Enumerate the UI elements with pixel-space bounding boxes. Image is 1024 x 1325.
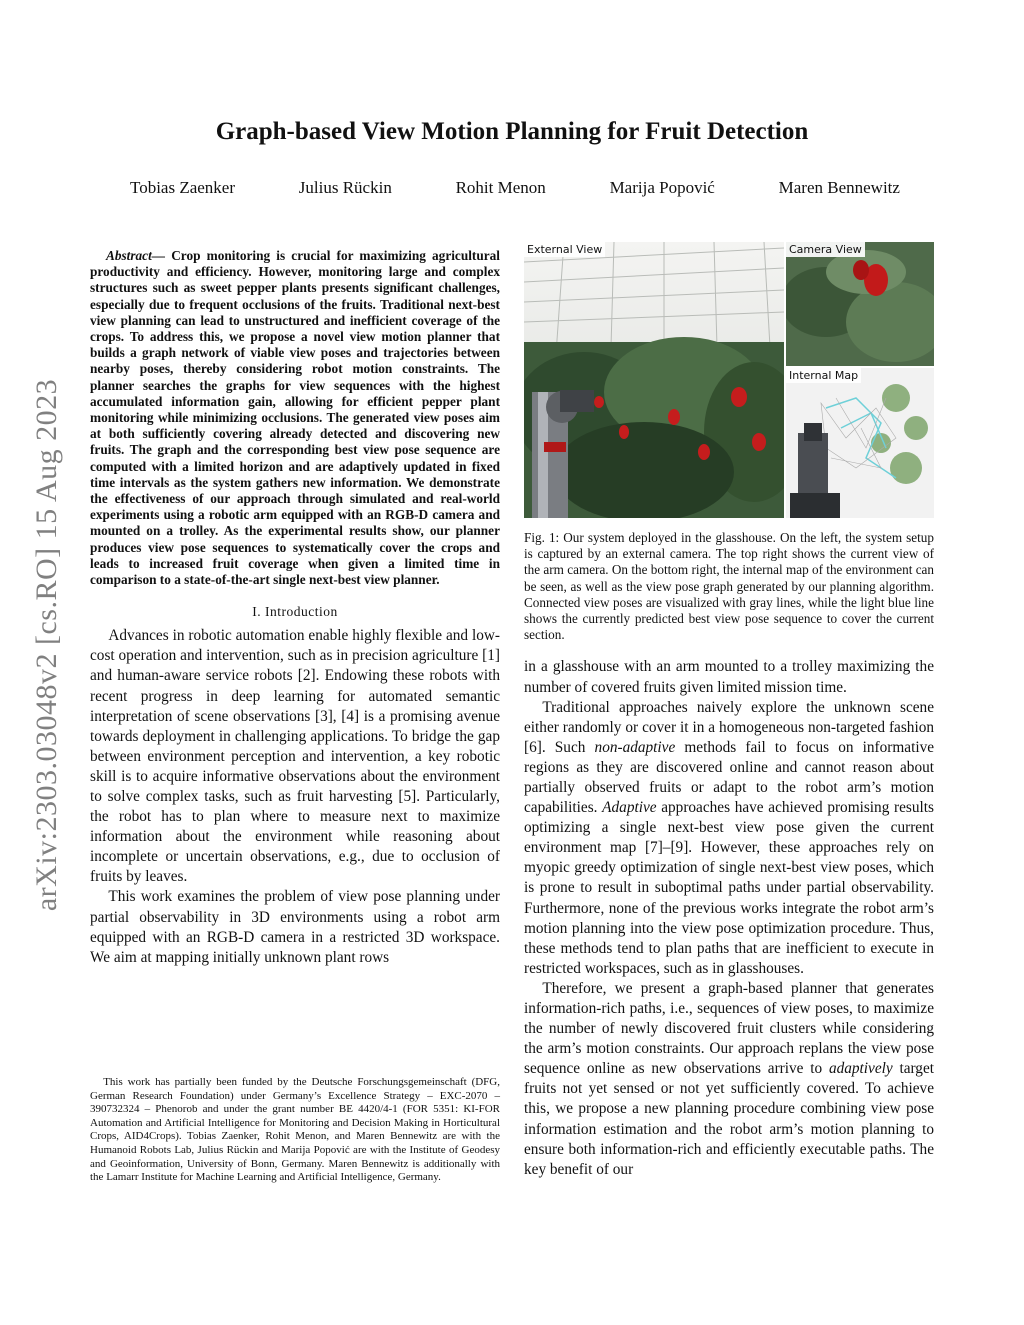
author-name: Julius Rückin bbox=[298, 178, 392, 197]
paper-title: Graph-based View Motion Planning for Fruit Detection bbox=[215, 118, 809, 145]
emphasis-text: adaptively bbox=[828, 1060, 893, 1078]
figure-1 bbox=[524, 242, 934, 518]
paragraph-text: target fruits not yet sensed or not yet sufficiently covered. To achieve this, we propose a new planning procedure combining view pose information estimation and the robot arm’s motion planning to ensure both information-rich and efficiently executable paths. The key benefit of our bbox=[524, 1060, 934, 1178]
author-name: Maren Bennewitz bbox=[778, 178, 900, 197]
paragraph-text: Therefore, we present a graph-based planner that generates information-rich paths, i.e., sequences of view poses, to maximize the number of newly discovered fruit clusters while considering the arm’s motion constraints. Our approach replans the view pose sequence online as new observations arrive to bbox=[524, 979, 934, 1078]
paragraph bbox=[524, 979, 934, 1180]
external-view-label: External View bbox=[524, 242, 605, 257]
right-column bbox=[524, 242, 934, 1180]
internal-map-image bbox=[786, 368, 934, 518]
paragraph: in a glasshouse with an arm mounted to a trolley maximizing the number of covered fruits given limited mission time. bbox=[524, 658, 934, 696]
author-name: Tobias Zaenker bbox=[130, 178, 236, 197]
emphasis-text: Adaptive bbox=[602, 799, 657, 817]
abstract-label: Abstract— bbox=[105, 248, 166, 263]
section-heading-introduction: I. Introduction bbox=[252, 604, 338, 620]
map-render bbox=[786, 368, 934, 518]
footnote: This work has partially been funded by the Deutsche Forschungsgemeinschaft (DFG, German Research Foundation) under Germany’s Excellence Strategy – EXC-2070 – 390732324 – Phenorob and under the grant number BE 4420/4-1 (FOR 5351: KI-FOR Automation and Artificial Intelligence for Monitoring and Decision Making in Horticultural Crops, AID4Crops). Tobias Zaenker, Rohit Menon, and Maren Bennewitz are with the Humanoid Robots Lab, Julius Rückin and Marija Popović are with the Institute of Geodesy and Geoinformation, University of Bonn, Germany. Maren Bennewitz is additionally with the Lamarr Institute for Machine Learning and Artificial Intelligence, Germany. bbox=[90, 1076, 500, 1184]
camera-view-image bbox=[786, 242, 934, 366]
arxiv-identifier: arXiv:2303.03048v2 [cs.RO] 15 Aug 2023 bbox=[30, 378, 63, 912]
abstract bbox=[90, 248, 500, 588]
paragraph-text: approaches have achieved promising results optimizing a single next-best view pose given the current environment map [7]–[9]. However, these approaches rely on myopic greedy optimization of single next-best view poses, which is prone to result in suboptimal paths under partial observability. Furthermore, none of the previous works integrate the robot arm’s motion planning into the view pose optimization procedure. Thus, these methods tend to plan paths that are inefficient to execute in restricted workspaces, such as in glasshouses. bbox=[524, 799, 934, 977]
paragraph: This work examines the problem of view pose planning under partial observability in 3D environments using a robot arm equipped with an RGB-D camera in a restricted 3D workspace. We aim at mapping initially unknown plant rows bbox=[90, 888, 500, 966]
author-name: Marija Popović bbox=[609, 178, 715, 197]
right-column-body bbox=[524, 657, 934, 1179]
abstract-text: Crop monitoring is crucial for maximizing agricultural productivity and efficiency. However, monitoring large and complex structures such as sweet pepper plants presents significant challenges, especially due to frequent occlusions of the fruits. Traditional next-best view planning can lead to unstructured and inefficient coverage of the crops. To address this, we propose a novel view motion planner that builds a graph network of viable view poses and trajectories between nearby poses, thereby considering robot motion constraints. The planner searches the graphs for view sequences with the highest accumulated information gain, allowing for efficient pepper plant monitoring while minimizing occlusions. The generated view poses aim at both sufficiently covering already detected and discovering new fruits. The graph and the corresponding best view pose sequence are computed with a limited horizon and are adaptively updated in fixed time intervals as the system gathers new information. We demonstrate the effectiveness of our approach through simulated and real-world experiments using a robotic arm equipped with an RGB-D camera and mounted on a trolley. As the experimental results show, our planner produces view pose sequences to systematically cover the crops and leads to increased fruit coverage when given a limited time in comparison to a state-of-the-art single next-best view planner. bbox=[90, 248, 500, 588]
arxiv-sidebar bbox=[22, 345, 72, 945]
glasshouse-photo bbox=[524, 242, 784, 518]
paragraph-text: methods fail to focus on informative regions as they are discovered online and cannot reason about partially observed fruits or adapt to the robot arm’s motion capabilities. bbox=[524, 738, 935, 817]
introduction-body bbox=[90, 626, 500, 968]
author-list bbox=[130, 178, 900, 198]
figure-caption: Fig. 1: Our system deployed in the glasshouse. On the left, the system setup is captured by an external camera. The top right shows the current view of the arm camera. On the bottom right, the internal map of the environment can be seen, as well as the view pose graph generated by our planning algorithm. Connected view poses are visualized with gray lines, while the light blue line shows the currently predicted best view pose sequence to cover the current section. bbox=[524, 530, 934, 643]
emphasis-text: non-adaptive bbox=[594, 738, 676, 756]
paragraph: Advances in robotic automation enable highly flexible and low-cost operation and intervention, such as in precision agriculture [1] and human-aware service robots [2]. Endowing these robots with recent progress in deep learning for automated semantic interpretation of scene observations [3], [4] is a promising avenue towards deployment in challenging applications. To bridge the gap between environment perception and intervention, a key robotic skill is to acquire informative observations about the environment to solve complex tasks, such as fruit harvesting [5]. Particularly, the robot has to plan where to measure next to maximize information about the environment while reasoning about incomplete or uncertain observations, e.g., due to occlusion of fruits by leaves. bbox=[90, 627, 500, 886]
left-column bbox=[90, 248, 500, 968]
internal-map-label: Internal Map bbox=[786, 368, 861, 383]
author-name: Rohit Menon bbox=[455, 178, 546, 197]
camera-photo bbox=[786, 242, 934, 366]
camera-view-label: Camera View bbox=[786, 242, 865, 257]
external-view-image bbox=[524, 242, 784, 518]
paragraph bbox=[524, 698, 934, 979]
paragraph-text: Traditional approaches naively explore the unknown scene either randomly or cover it in a homogeneous non-targeted fashion [6]. Such bbox=[524, 698, 934, 756]
